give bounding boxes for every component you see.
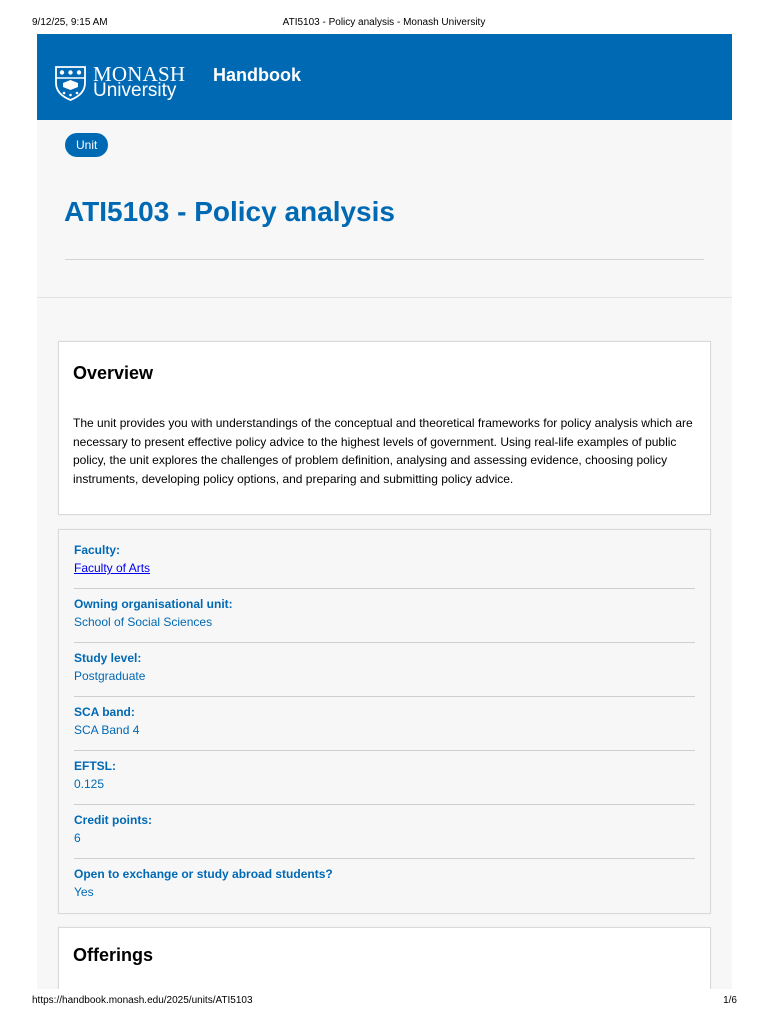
monash-logo[interactable] — [54, 62, 186, 103]
logo-wordmark-university: University — [93, 80, 177, 101]
logo-wordmark-monash: MONASH — [93, 62, 186, 86]
detail-row-faculty — [74, 536, 695, 589]
page-title: ATI5103 - Policy analysis — [64, 196, 395, 227]
unit-hero — [37, 120, 732, 298]
detail-value: 6 — [74, 831, 81, 845]
detail-value: 0.125 — [74, 777, 105, 791]
overview-text: The unit provides you with understandings of the conceptual and theoretical frameworks for policy analysis which are necessary to present effective policy advice to the highest levels of government. Using real-life examples of public policy, the unit explores the challenges of problem definition, analysing and assessing evidence, choosing policy instruments, developing policy options, and preparing and submitting policy advice. — [73, 416, 693, 486]
print-header — [0, 17, 768, 31]
site-header — [37, 34, 732, 120]
print-url: https://handbook.monash.edu/2025/units/ATI5103 — [32, 995, 253, 1006]
detail-label: Credit points: — [74, 813, 152, 827]
handbook-home-link[interactable]: Handbook — [213, 65, 301, 85]
detail-label: Open to exchange or study abroad students? — [74, 867, 333, 881]
unit-details-list — [74, 536, 695, 913]
detail-row-credit-points — [74, 806, 695, 859]
offerings-section — [58, 927, 711, 989]
monash-crest-icon — [54, 65, 87, 101]
offerings-heading: Offerings — [73, 945, 154, 965]
print-datetime: 9/12/25, 9:15 AM — [32, 17, 108, 28]
unit-details-section — [58, 529, 711, 914]
unit-type-badge: Unit — [65, 133, 108, 157]
hero-divider — [65, 259, 704, 260]
detail-value: Postgraduate — [74, 669, 146, 683]
detail-label: Study level: — [74, 651, 142, 665]
detail-value: SCA Band 4 — [74, 723, 140, 737]
detail-row-sca-band — [74, 698, 695, 751]
detail-value: School of Social Sciences — [74, 615, 213, 629]
page-indicator: 1/6 — [723, 995, 737, 1006]
detail-label: Faculty: — [74, 543, 121, 557]
detail-row-exchange — [74, 860, 695, 912]
detail-row-eftsl — [74, 752, 695, 805]
detail-row-owning-unit — [74, 590, 695, 643]
overview-heading: Overview — [73, 363, 154, 383]
print-document-title: ATI5103 - Policy analysis - Monash University — [282, 17, 486, 28]
detail-value: Yes — [74, 885, 94, 899]
faculty-link[interactable]: Faculty of Arts — [74, 561, 151, 575]
print-footer — [0, 995, 768, 1009]
detail-label: SCA band: — [74, 705, 135, 719]
detail-label: Owning organisational unit: — [74, 597, 233, 611]
handbook-page — [37, 34, 732, 989]
detail-label: EFTSL: — [74, 759, 116, 773]
overview-section — [58, 341, 711, 515]
detail-row-study-level — [74, 644, 695, 697]
